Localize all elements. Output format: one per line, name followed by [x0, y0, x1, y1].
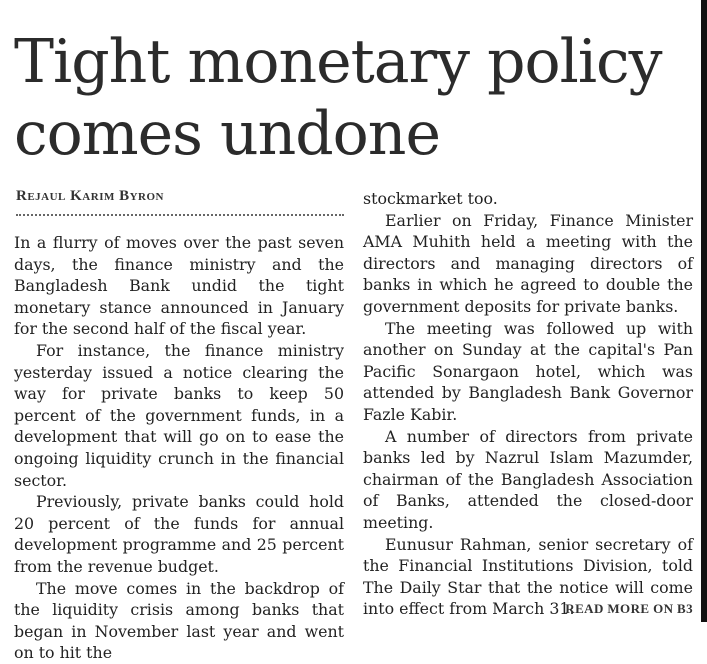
headline: Tight monetary policy comes undone	[14, 27, 662, 169]
read-more-jump: READ MORE ON B3	[565, 601, 693, 616]
paragraph: The meeting was followed up with another on Sunday at the capital's Pan Pacific Sonargaon hotel, which was attended by Bangladesh Bank Governor Fazle Kabir.	[363, 318, 693, 424]
right-column	[363, 188, 693, 620]
paragraph: Earlier on Friday, Finance Minister AMA Muhith held a meeting with the directors and managing directors of banks in which he agreed to double the government deposits for private banks.	[363, 210, 693, 316]
paragraph: In a flurry of moves over the past seven days, the finance ministry and the Bangladesh Bank undid the tight monetary stance announced in January for the second half of the fiscal year.	[14, 233, 344, 339]
paragraph: A number of directors from private banks led by Nazrul Islam Mazumder, chairman of the Bangladesh Association of Banks, attended the closed-door meeting.	[363, 426, 693, 532]
paragraph: For instance, the finance ministry yesterday issued a notice clearing the way for private banks to keep 50 percent of the government funds, in a development that will go on to ease the ongoing liquidity crunch in the financial sector.	[14, 340, 344, 490]
left-column	[14, 232, 344, 664]
paragraph-continuation: stockmarket too.	[363, 189, 498, 208]
byline-divider	[16, 214, 344, 216]
byline: Rejaul Karim Byron	[16, 188, 165, 204]
paragraph: Eunusur Rahman, senior secretary of the Financial Institutions Division, told The Daily Star that the notice will come into effect from March 31.	[363, 534, 693, 619]
paragraph: Previously, private banks could hold 20 percent of the funds for annual development programme and 25 percent from the revenue budget.	[14, 492, 344, 576]
paragraph: The move comes in the backdrop of the liquidity crisis among banks that began in November last year and went on to hit the	[14, 578, 344, 663]
page-edge	[701, 0, 707, 622]
